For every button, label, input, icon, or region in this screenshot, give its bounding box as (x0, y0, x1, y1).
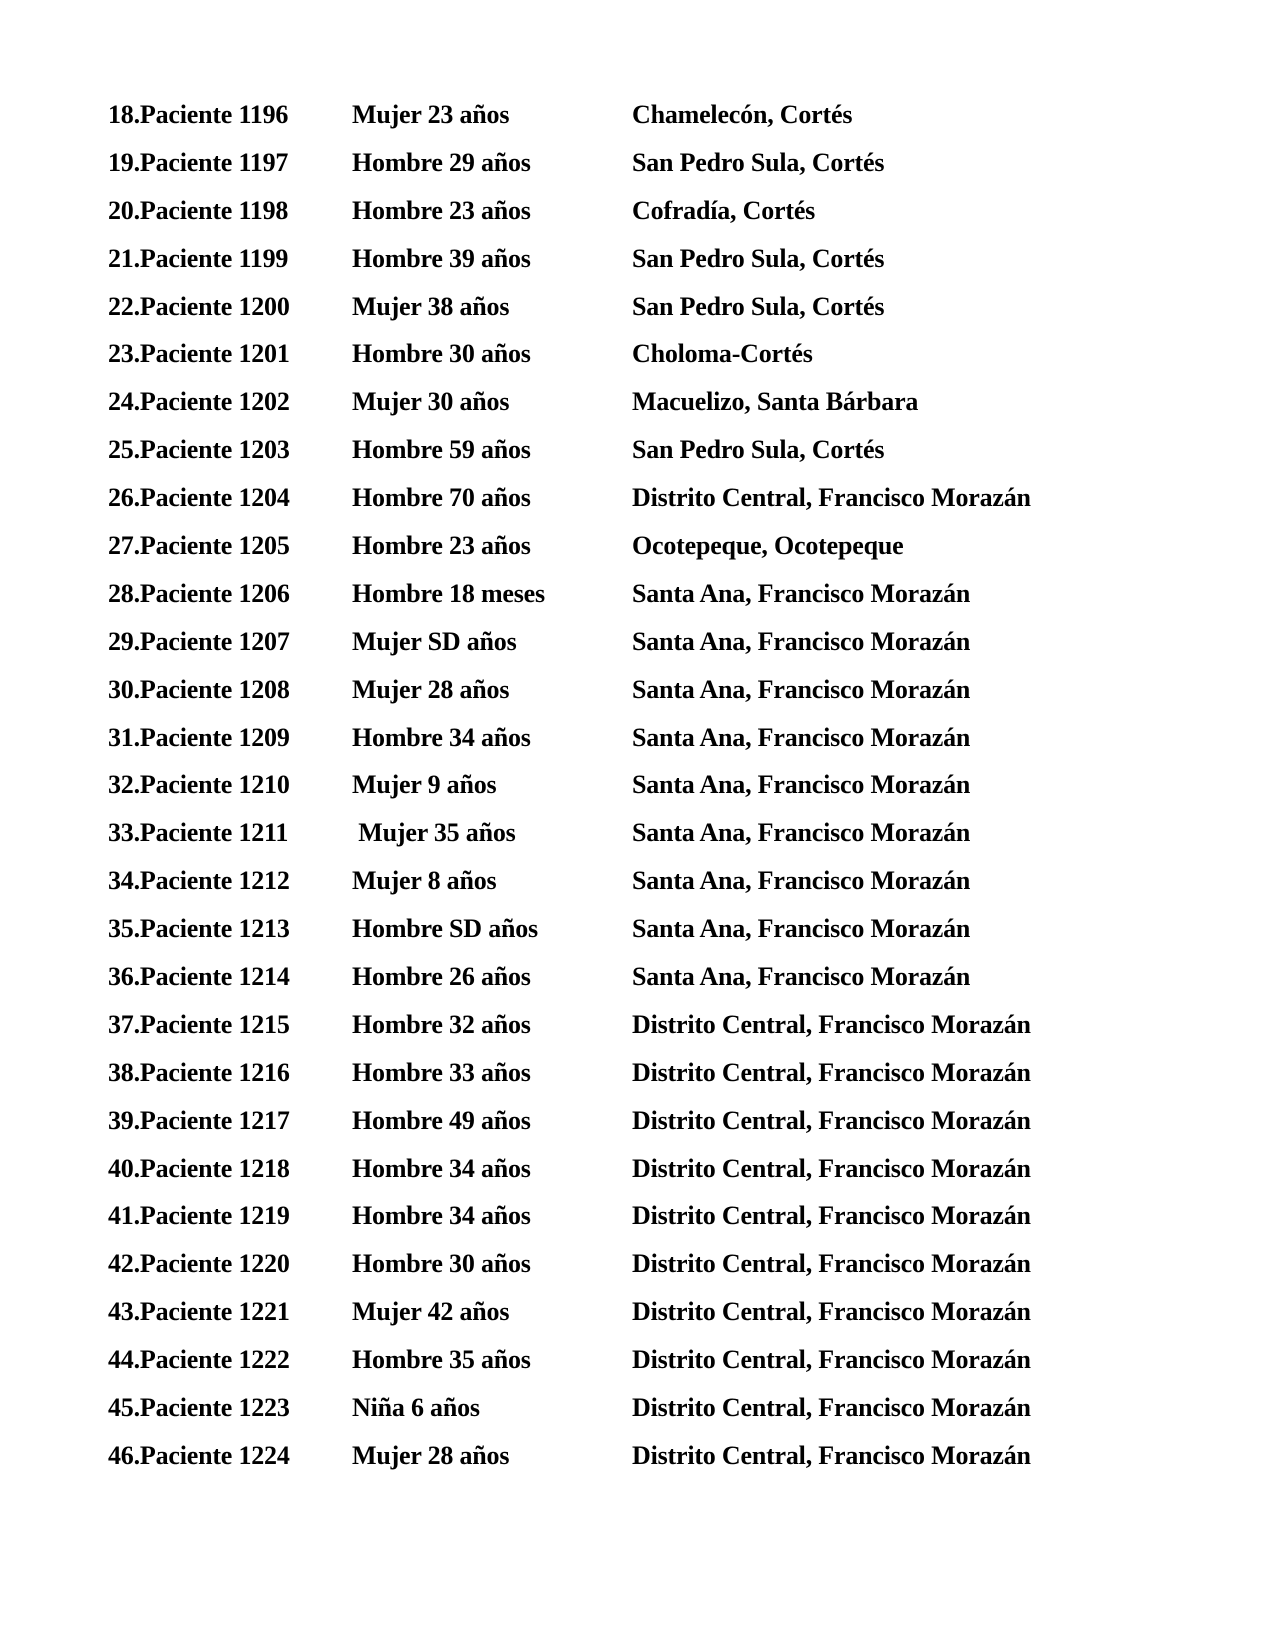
list-item (0, 671, 1275, 719)
list-item (0, 1150, 1275, 1198)
patient-sex-age: Hombre 35 años (352, 1345, 531, 1375)
patient-sex-age: Hombre 34 años (352, 1153, 531, 1183)
patient-location: Macuelizo, Santa Bárbara (632, 387, 919, 417)
patient-location: Santa Ana, Francisco Morazán (632, 962, 971, 992)
patient-id: 22.Paciente 1200 (108, 291, 290, 321)
patient-id: 37.Paciente 1215 (108, 1009, 290, 1039)
patient-sex-age: Hombre 32 años (352, 1009, 531, 1039)
list-item (0, 192, 1275, 240)
patient-list (0, 96, 1275, 1485)
patient-location: Santa Ana, Francisco Morazán (632, 866, 971, 896)
patient-id: 29.Paciente 1207 (108, 626, 290, 656)
patient-id: 27.Paciente 1205 (108, 531, 290, 561)
patient-sex-age: Mujer 8 años (352, 866, 497, 896)
patient-sex-age: Hombre 34 años (352, 1201, 531, 1231)
patient-sex-age: Hombre 34 años (352, 722, 531, 752)
list-item (0, 1054, 1275, 1102)
patient-location: Distrito Central, Francisco Morazán (632, 1440, 1031, 1470)
patient-location: Distrito Central, Francisco Morazán (632, 1249, 1031, 1279)
patient-sex-age: Hombre 30 años (352, 1249, 531, 1279)
patient-sex-age: Hombre 39 años (352, 243, 531, 273)
patient-sex-age: Mujer 30 años (352, 387, 510, 417)
list-item (0, 1389, 1275, 1437)
patient-location: Distrito Central, Francisco Morazán (632, 1153, 1031, 1183)
patient-sex-age: Hombre 23 años (352, 195, 531, 225)
patient-location: Distrito Central, Francisco Morazán (632, 1393, 1031, 1423)
patient-sex-age: Hombre 33 años (352, 1057, 531, 1087)
patient-id: 39.Paciente 1217 (108, 1105, 290, 1135)
list-item (0, 1293, 1275, 1341)
patient-id: 45.Paciente 1223 (108, 1393, 290, 1423)
patient-location: Santa Ana, Francisco Morazán (632, 674, 971, 704)
list-item (0, 383, 1275, 431)
patient-location: Distrito Central, Francisco Morazán (632, 1297, 1031, 1327)
patient-id: 18.Paciente 1196 (108, 100, 289, 129)
patient-location: San Pedro Sula, Cortés (632, 243, 885, 273)
list-item (0, 910, 1275, 958)
list-item (0, 527, 1275, 575)
patient-sex-age: Mujer 35 años (352, 818, 516, 848)
patient-id: 46.Paciente 1224 (108, 1440, 290, 1470)
list-item (0, 575, 1275, 623)
list-item (0, 240, 1275, 288)
list-item (0, 96, 1275, 144)
patient-sex-age: Mujer 38 años (352, 291, 510, 321)
list-item (0, 335, 1275, 383)
patient-sex-age: Hombre 30 años (352, 339, 531, 369)
patient-location: San Pedro Sula, Cortés (632, 435, 885, 465)
patient-id: 38.Paciente 1216 (108, 1057, 290, 1087)
patient-sex-age: Mujer 9 años (352, 770, 497, 800)
list-item (0, 1197, 1275, 1245)
patient-location: Cofradía, Cortés (632, 195, 816, 225)
patient-sex-age: Hombre SD años (352, 914, 538, 944)
list-item (0, 862, 1275, 910)
patient-location: Santa Ana, Francisco Morazán (632, 914, 971, 944)
patient-id: 23.Paciente 1201 (108, 339, 290, 369)
list-item (0, 623, 1275, 671)
list-item (0, 144, 1275, 192)
patient-location: San Pedro Sula, Cortés (632, 147, 885, 177)
patient-sex-age: Mujer SD años (352, 626, 517, 656)
patient-sex-age: Mujer 42 años (352, 1297, 510, 1327)
patient-sex-age: Mujer 28 años (352, 674, 510, 704)
list-item (0, 814, 1275, 862)
patient-location: Ocotepeque, Ocotepeque (632, 531, 904, 561)
patient-location: San Pedro Sula, Cortés (632, 291, 885, 321)
patient-location: Distrito Central, Francisco Morazán (632, 1201, 1031, 1231)
patient-id: 35.Paciente 1213 (108, 914, 290, 944)
patient-sex-age: Hombre 70 años (352, 483, 531, 513)
patient-location: Santa Ana, Francisco Morazán (632, 770, 971, 800)
list-item (0, 1245, 1275, 1293)
patient-sex-age: Hombre 26 años (352, 962, 531, 992)
patient-sex-age: Hombre 29 años (352, 147, 531, 177)
patient-id: 32.Paciente 1210 (108, 770, 290, 800)
list-item (0, 1006, 1275, 1054)
patient-location: Santa Ana, Francisco Morazán (632, 818, 971, 848)
patient-location: Distrito Central, Francisco Morazán (632, 1009, 1031, 1039)
patient-sex-age: Mujer 28 años (352, 1440, 510, 1470)
patient-id: 28.Paciente 1206 (108, 578, 290, 608)
patient-location: Santa Ana, Francisco Morazán (632, 626, 971, 656)
patient-id: 31.Paciente 1209 (108, 722, 290, 752)
patient-id: 19.Paciente 1197 (108, 147, 289, 177)
patient-sex-age: Hombre 23 años (352, 531, 531, 561)
patient-id: 36.Paciente 1214 (108, 962, 290, 992)
list-item (0, 1102, 1275, 1150)
list-item (0, 1437, 1275, 1485)
list-item (0, 479, 1275, 527)
patient-sex-age: Hombre 18 meses (352, 578, 545, 608)
patient-location: Distrito Central, Francisco Morazán (632, 483, 1031, 513)
patient-location: Distrito Central, Francisco Morazán (632, 1105, 1031, 1135)
patient-id: 30.Paciente 1208 (108, 674, 290, 704)
patient-id: 25.Paciente 1203 (108, 435, 290, 465)
patient-location: Santa Ana, Francisco Morazán (632, 578, 971, 608)
patient-sex-age: Hombre 49 años (352, 1105, 531, 1135)
list-item (0, 1341, 1275, 1389)
patient-location: Choloma-Cortés (632, 339, 813, 369)
patient-location: Santa Ana, Francisco Morazán (632, 722, 971, 752)
patient-id: 40.Paciente 1218 (108, 1153, 290, 1183)
list-item (0, 766, 1275, 814)
patient-sex-age: Niña 6 años (352, 1393, 480, 1423)
patient-id: 20.Paciente 1198 (108, 195, 289, 225)
patient-id: 24.Paciente 1202 (108, 387, 290, 417)
patient-id: 42.Paciente 1220 (108, 1249, 290, 1279)
patient-id: 44.Paciente 1222 (108, 1345, 290, 1375)
patient-id: 41.Paciente 1219 (108, 1201, 290, 1231)
list-item (0, 431, 1275, 479)
patient-location: Chamelecón, Cortés (632, 100, 853, 129)
list-item (0, 958, 1275, 1006)
patient-id: 33.Paciente 1211 (108, 818, 289, 848)
patient-id: 34.Paciente 1212 (108, 866, 290, 896)
patient-id: 26.Paciente 1204 (108, 483, 290, 513)
patient-location: Distrito Central, Francisco Morazán (632, 1345, 1031, 1375)
patient-location: Distrito Central, Francisco Morazán (632, 1057, 1031, 1087)
patient-id: 43.Paciente 1221 (108, 1297, 290, 1327)
patient-sex-age: Mujer 23 años (352, 100, 510, 129)
list-item (0, 288, 1275, 336)
patient-sex-age: Hombre 59 años (352, 435, 531, 465)
list-item (0, 719, 1275, 767)
patient-id: 21.Paciente 1199 (108, 243, 289, 273)
